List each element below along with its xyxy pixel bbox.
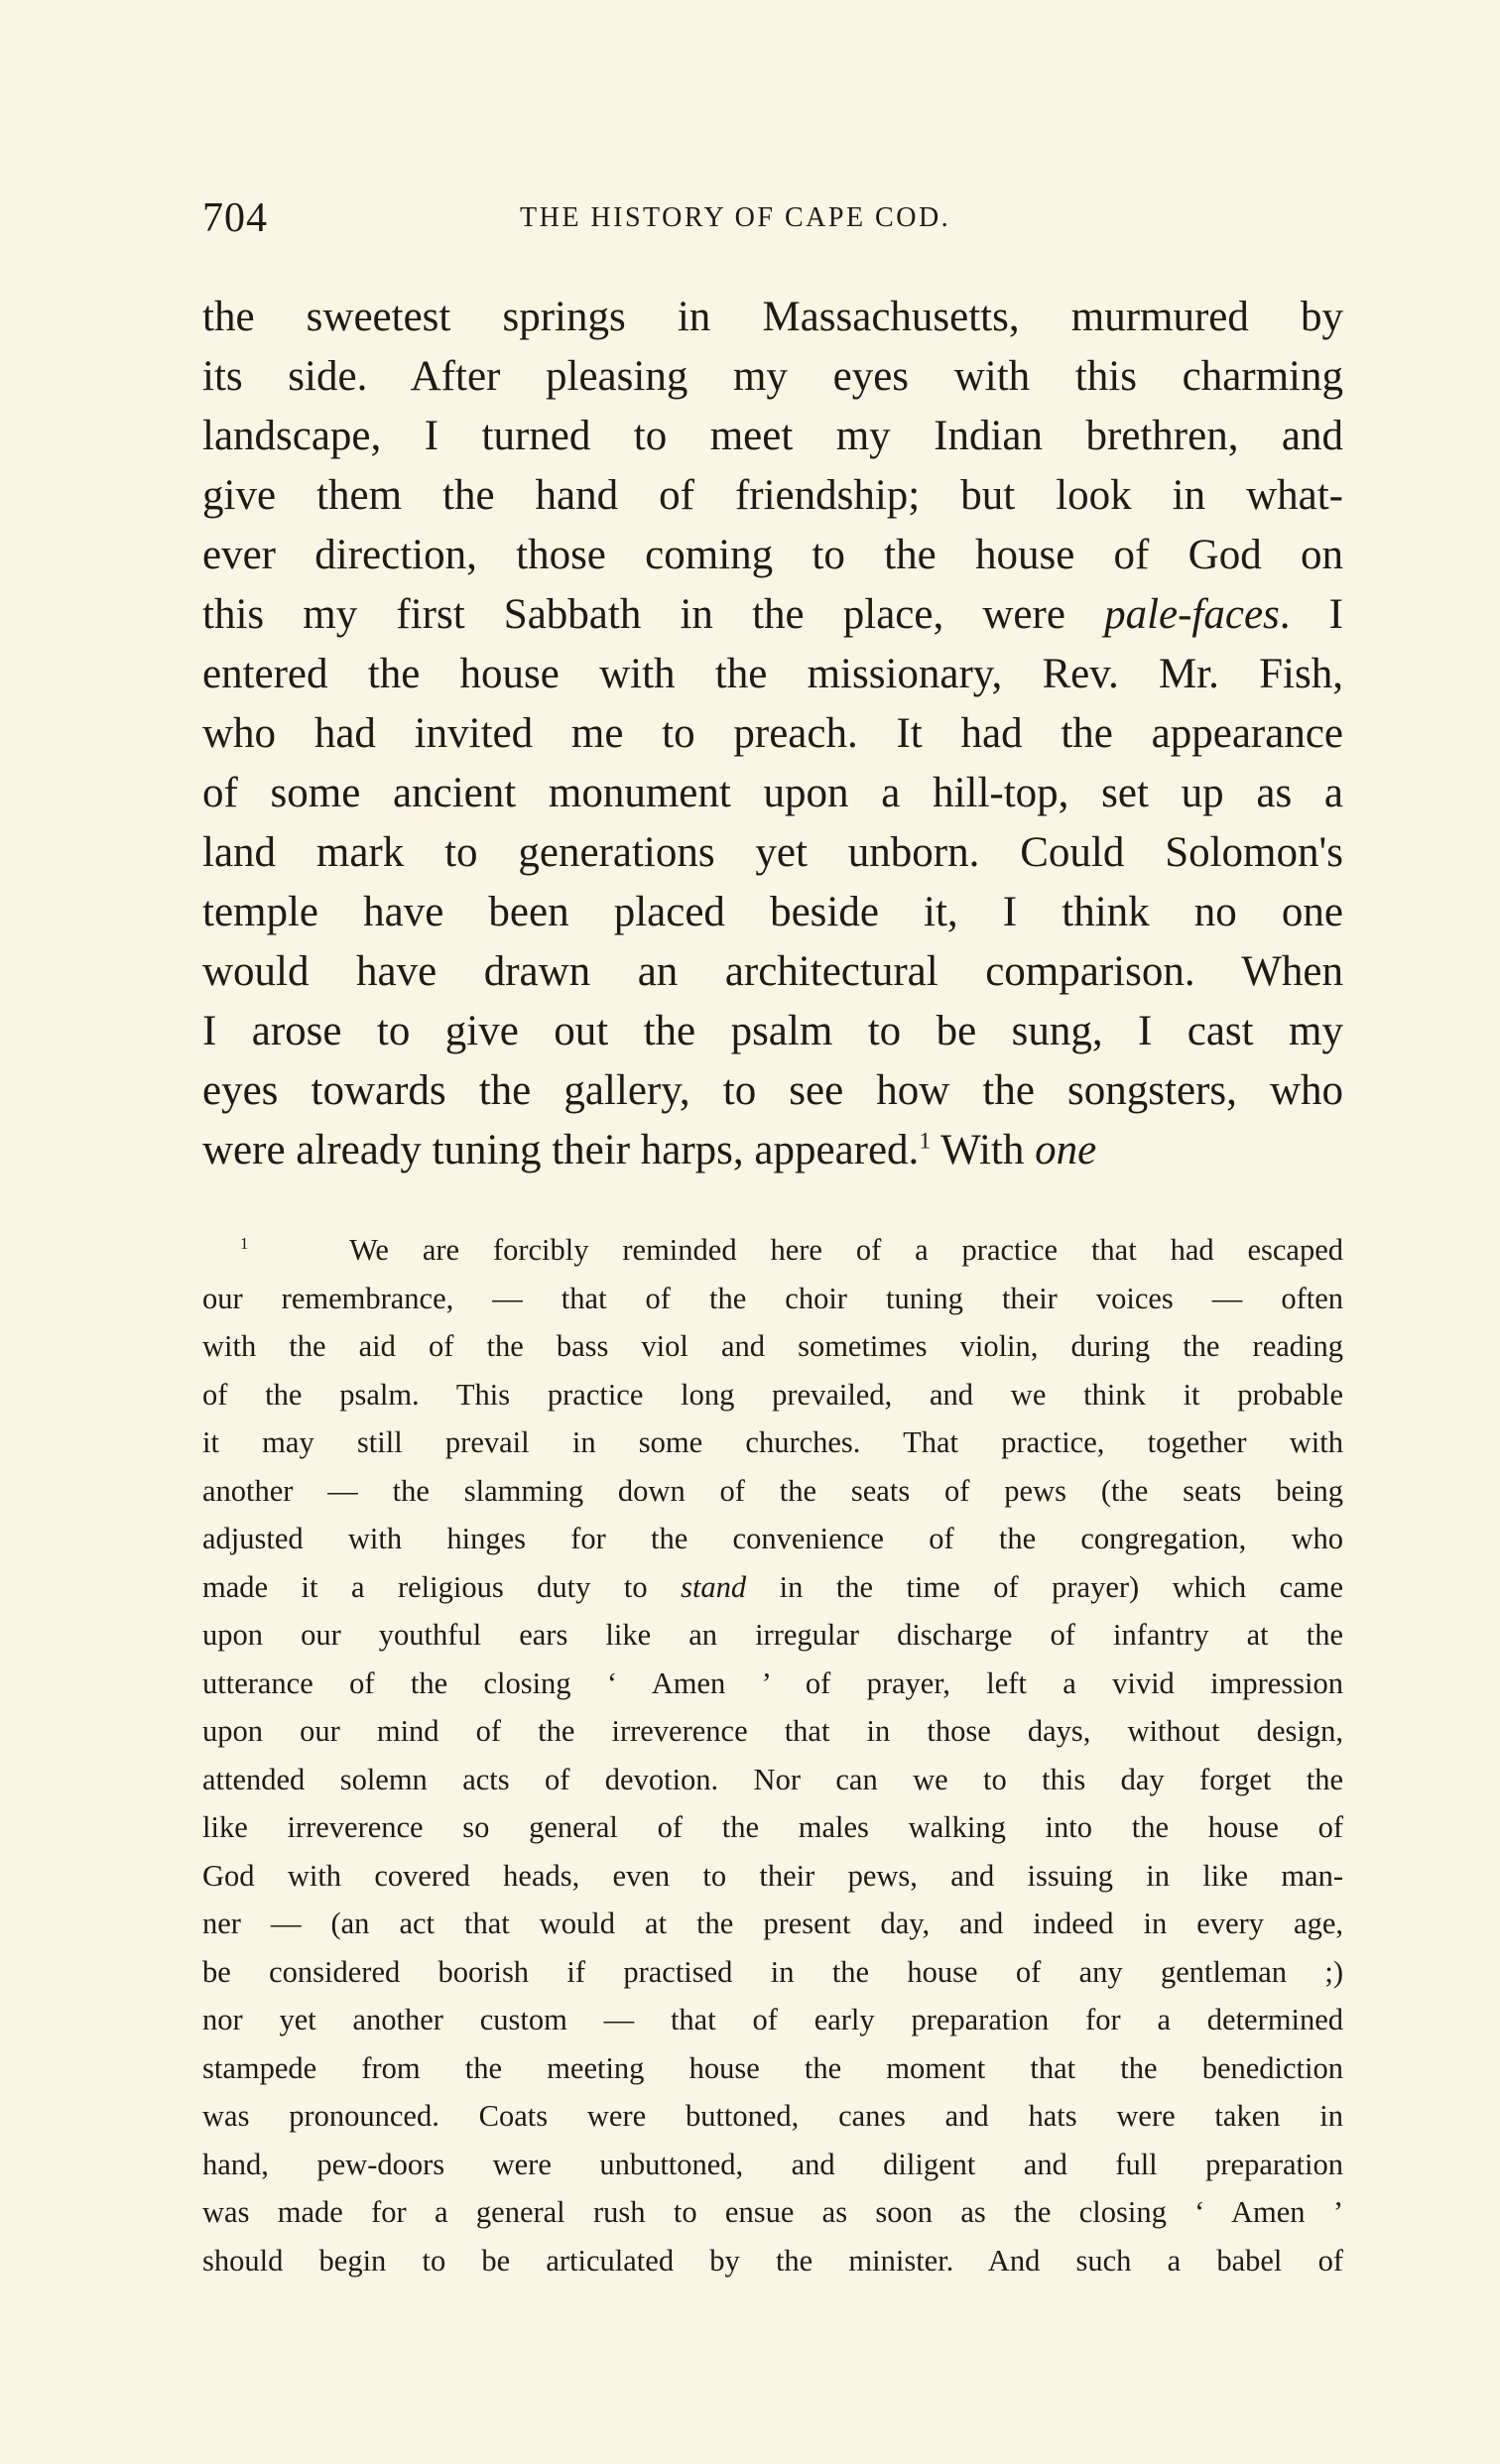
text-line: the sweetest springs in Massachusetts, murmured by xyxy=(202,294,1343,340)
footnote-line: upon our mind of the irreverence that in those days, without design, xyxy=(202,1714,1343,1748)
text-line: I arose to give out the psalm to be sung, I cast my xyxy=(202,1008,1343,1054)
text-line: of some ancient monument upon a hill-top, set up as a xyxy=(202,770,1343,816)
page-header xyxy=(202,194,1343,246)
footnote-first-line xyxy=(202,1226,1343,1275)
footnote-line: attended solemn acts of devotion. Nor can we to this day forget the xyxy=(202,1762,1343,1796)
running-head: THE HISTORY OF CAPE COD. xyxy=(520,202,951,233)
text-line: land mark to generations yet unborn. Could Solomon's xyxy=(202,829,1343,876)
page-number: 704 xyxy=(202,195,268,241)
footnote-line: like irreverence so general of the males walking into the house of xyxy=(202,1810,1343,1844)
text-line: this my first Sabbath in the place, were pale-faces. I xyxy=(202,591,1343,638)
footnote-line: was pronounced. Coats were buttoned, canes and hats were taken in xyxy=(202,2099,1343,2133)
text-line: eyes towards the gallery, to see how the songsters, who xyxy=(202,1067,1343,1114)
footnote-line: made it a religious duty to stand in the time of prayer) which came xyxy=(202,1569,1343,1604)
footnote-line: with the aid of the bass viol and sometimes violin, during the reading xyxy=(202,1329,1343,1363)
footnote-line: be considered boorish if practised in the house of any gentleman ;) xyxy=(202,1954,1343,1989)
footnote-line: of the psalm. This practice long prevailed, and we think it probable xyxy=(202,1377,1343,1412)
text-line: entered the house with the missionary, Rev. Mr. Fish, xyxy=(202,651,1343,697)
text-line: give them the hand of friendship; but look in what- xyxy=(202,472,1343,519)
footnote-line: our remembrance, — that of the choir tuning their voices — often xyxy=(202,1281,1343,1315)
footnote-line: God with covered heads, even to their pews, and issuing in like man- xyxy=(202,1858,1343,1893)
footnote xyxy=(202,1226,1343,2284)
main-text xyxy=(202,288,1343,1180)
footnote-text: We are forcibly reminded here of a practice that had escaped xyxy=(349,1233,1344,1267)
footnote-line: it may still prevail in some churches. That practice, together with xyxy=(202,1425,1343,1459)
text-line: were already tuning their harps, appeared.$^1$ With one xyxy=(202,1127,1097,1173)
text-line: its side. After pleasing my eyes with this charming xyxy=(202,353,1343,400)
text-line: who had invited me to preach. It had the appearance xyxy=(202,710,1343,757)
text-line: would have drawn an architectural comparison. When xyxy=(202,948,1343,995)
footnote-line: stampede from the meeting house the moment that the benediction xyxy=(202,2050,1343,2085)
text-line: landscape, I turned to meet my Indian brethren, and xyxy=(202,413,1343,459)
footnote-marker: 1 xyxy=(240,1233,249,1253)
footnote-line: hand, pew-doors were unbuttoned, and diligent and full preparation xyxy=(202,2147,1343,2181)
footnote-line: should begin to be articulated by the minister. And such a babel of xyxy=(202,2243,1343,2278)
text-line: temple have been placed beside it, I think no one xyxy=(202,889,1343,935)
text-line: ever direction, those coming to the house of God on xyxy=(202,532,1343,578)
footnote-line: upon our youthful ears like an irregular discharge of infantry at the xyxy=(202,1618,1343,1652)
footnote-line: nor yet another custom — that of early preparation for a determined xyxy=(202,2003,1343,2036)
footnote-line: adjusted with hinges for the convenience of the congregation, who xyxy=(202,1522,1343,1555)
footnote-line: was made for a general rush to ensue as soon as the closing ‘ Amen ’ xyxy=(202,2195,1343,2229)
footnote-line: ner — (an act that would at the present day, and indeed in every age, xyxy=(202,1907,1343,1940)
footnote-line: another — the slamming down of the seats of pews (the seats being xyxy=(202,1473,1343,1508)
footnote-line: utterance of the closing ‘ Amen ’ of prayer, left a vivid impression xyxy=(202,1665,1343,1700)
